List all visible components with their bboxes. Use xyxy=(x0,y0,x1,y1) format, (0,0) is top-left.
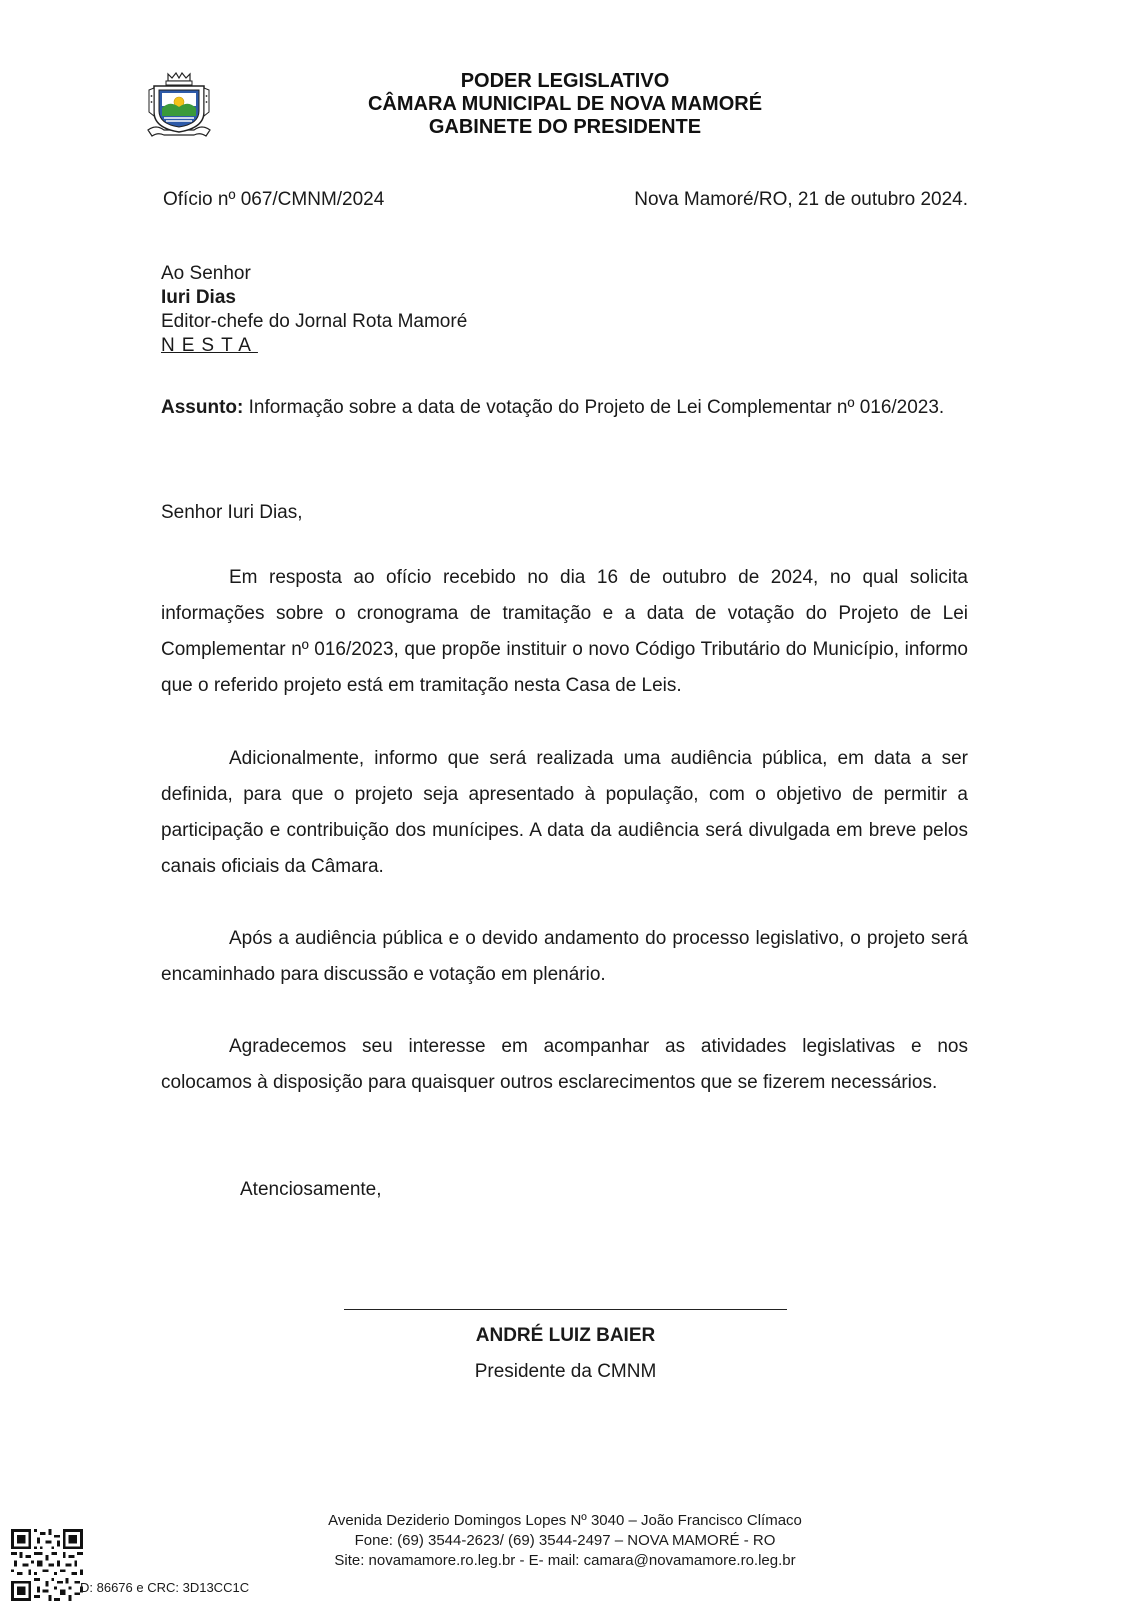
greeting: Senhor Iuri Dias, xyxy=(161,502,303,523)
subject-line xyxy=(161,390,968,426)
letterhead-line-1: PODER LEGISLATIVO xyxy=(460,70,670,92)
body-paragraph-2: Adicionalmente, informo que será realizada uma audiência pública, em data a ser definida, para que o projeto seja apresentado à população, com o objetivo de permitir a participação e contribuição dos munícipes. A data da audiência será divulgada em breve pelos canais oficiais da Câmara. xyxy=(161,748,968,877)
footer xyxy=(280,1511,850,1571)
letterhead-line-2: CÂMARA MUNICIPAL DE NOVA MAMORÉ xyxy=(367,93,763,115)
subject-text: Informação sobre a data de votação do Projeto de Lei Complementar nº 016/2023. xyxy=(248,397,945,418)
footer-web: Site: novamamore.ro.leg.br - E- mail: camara@novamamore.ro.leg.br xyxy=(334,1552,796,1569)
body-paragraph-3: Após a audiência pública e o devido andamento do processo legislativo, o projeto será encaminhado para discussão e votação em plenário. xyxy=(161,928,968,985)
letterhead xyxy=(300,70,830,139)
addressee-salutation: Ao Senhor xyxy=(161,263,251,284)
signatory-name: ANDRÉ LUIZ BAIER xyxy=(475,1325,656,1346)
signature-line xyxy=(344,1309,787,1310)
addressee-name: Iuri Dias xyxy=(161,287,236,308)
addressee-role: Editor-chefe do Jornal Rota Mamoré xyxy=(161,311,468,332)
letter-number: Ofício nº 067/CMNM/2024 xyxy=(163,189,385,210)
verification-id: D: 86676 e CRC: 3D13CC1C xyxy=(80,1580,250,1595)
signatory-role: Presidente da CMNM xyxy=(474,1361,657,1382)
letterhead-line-3: GABINETE DO PRESIDENTE xyxy=(428,116,702,138)
subject-label: Assunto: xyxy=(161,397,244,418)
letter-place-date: Nova Mamoré/RO, 21 de outubro 2024. xyxy=(634,189,968,210)
addressee-location: NESTA xyxy=(161,335,258,356)
footer-address: Avenida Deziderio Domingos Lopes Nº 3040 – João Francisco Clímaco xyxy=(328,1512,802,1529)
body-paragraph-1: Em resposta ao ofício recebido no dia 16 de outubro de 2024, no qual solicita informações sobre o cronograma de tramitação e a data de votação do Projeto de Lei Complementar nº 016/2023, que propõe instituir o novo Código Tributário do Município, informo que o referido projeto está em tramitação nesta Casa de Leis. xyxy=(161,567,968,696)
municipal-crest-logo xyxy=(146,72,212,140)
body-paragraph-4: Agradecemos seu interesse em acompanhar as atividades legislativas e nos colocamos à disposição para quaisquer outros esclarecimentos que se fizerem necessários. xyxy=(161,1036,968,1093)
footer-phone: Fone: (69) 3544-2623/ (69) 3544-2497 – NOVA MAMORÉ - RO xyxy=(354,1532,776,1549)
qr-code-icon xyxy=(11,1529,83,1601)
closing: Atenciosamente, xyxy=(240,1179,382,1200)
addressee-block xyxy=(161,262,467,358)
